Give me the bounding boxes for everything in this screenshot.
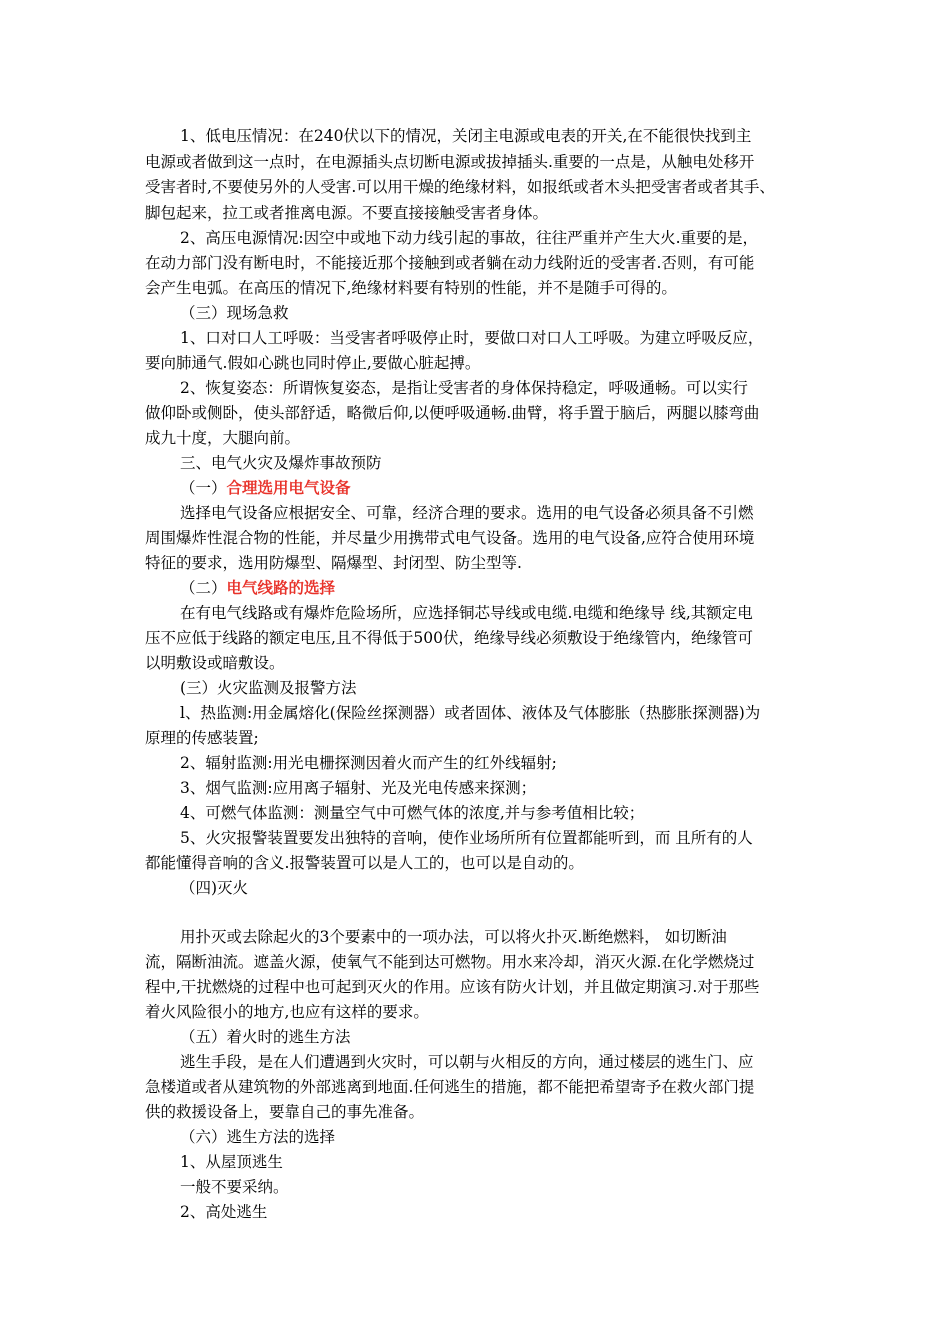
- section-heading: （四)灭火: [180, 879, 249, 897]
- para-line: 供的救援设备上，要靠自己的事先准备。: [145, 1103, 425, 1121]
- para-line: 特征的要求，选用防爆型、隔爆型、封闭型、防尘型等.: [145, 554, 522, 572]
- para-line: 都能懂得音响的含义.报警装置可以是人工的，也可以是自动的。: [145, 854, 584, 872]
- para-line: 脚包起来，拉工或者推离电源。不要直接接触受害者身体。: [145, 204, 549, 222]
- para-line: 用扑灭或去除起火的3个要素中的一项办法，可以将火扑灭.断绝燃料， 如切断油: [180, 928, 727, 946]
- para-line: 在动力部门没有断电时，不能接近那个接触到或者躺在动力线附近的受害者.否则，有可能: [145, 254, 755, 272]
- para-line: 1、口对口人工呼吸：当受害者呼吸停止时，要做口对口人工呼吸。为建立呼吸反应，: [180, 329, 764, 347]
- para-line: 在有电气线路或有爆炸危险场所，应选择铜芯导线或电缆.电缆和绝缘导 线,其额定电: [180, 604, 753, 622]
- para-line: 1、低电压情况：在240伏以下的情况，关闭主电源或电表的开关,在不能很快找到主: [180, 127, 752, 145]
- section-heading: （六）逃生方法的选择: [180, 1128, 336, 1146]
- para-line: 电源或者做到这一点时，在电源插头点切断电源或拔掉插头.重要的一点是，从触电处移开: [145, 153, 755, 171]
- section-heading: （五）着火时的逃生方法: [180, 1028, 351, 1046]
- para-line: 3、烟气监测:应用离子辐射、光及光电传感来探测；: [180, 779, 537, 797]
- para-line: 1、从屋顶逃生: [180, 1153, 283, 1171]
- section-heading: (三）火灾监测及报警方法: [180, 679, 357, 697]
- para-line: 流，隔断油流。遮盖火源，使氧气不能到达可燃物。用水来冷却，消灭火源.在化学燃烧过: [145, 953, 755, 971]
- para-line: 2、高压电源情况:因空中或地下动力线引起的事故，往往严重并产生大火.重要的是，: [180, 229, 759, 247]
- para-line: 受害者时,不要使另外的人受害.可以用干燥的绝缘材料，如报纸或者木头把受害者或者其手、: [145, 178, 775, 196]
- para-line: 急楼道或者从建筑物的外部逃离到地面.任何逃生的措施，都不能把希望寄予在救火部门提: [145, 1078, 755, 1096]
- para-line: 2、辐射监测:用光电栅探测因着火而产生的红外线辐射;: [180, 754, 557, 772]
- para-line: 着火风险很小的地方,也应有这样的要求。: [145, 1003, 429, 1021]
- para-line: 2、高处逃生: [180, 1203, 268, 1221]
- para-line: 成九十度，大腿向前。: [145, 429, 301, 447]
- para-line: 要向肺通气.假如心跳也同时停止,要做心脏起搏。: [145, 354, 481, 372]
- subsection-number: （二）: [180, 579, 227, 597]
- para-line: 5、火灾报警装置要发出独特的音响，使作业场所所有位置都能听到，而 且所有的人: [180, 829, 753, 847]
- subsection-title: 电气线路的选择: [226, 579, 336, 597]
- para-line: l、热监测:用金属熔化(保险丝探测器）或者固体、液体及气体膨胀（热膨胀探测器)为: [180, 704, 761, 722]
- para-line: 一般不要采纳。: [180, 1178, 289, 1196]
- para-line: 压不应低于线路的额定电压,且不得低于500伏，绝缘导线必须敷设于绝缘管内，绝缘管可: [145, 629, 754, 647]
- para-line: 逃生手段，是在人们遭遇到火灾时，可以朝与火相反的方向，通过楼层的逃生门、应: [180, 1053, 754, 1071]
- para-line: 选择电气设备应根据安全、可靠，经济合理的要求。选用的电气设备必须具备不引燃: [180, 504, 754, 522]
- para-line: 以明敷设或暗敷设。: [145, 654, 285, 672]
- subsection-heading: [180, 578, 810, 598]
- para-line: 4、可燃气体监测：测量空气中可燃气体的浓度,并与参考值相比较；: [180, 804, 645, 822]
- subsection-title: 合理选用电气设备: [226, 479, 351, 497]
- para-line: 会产生电弧。在高压的情况下,绝缘材料要有特别的性能，并不是随手可得的。: [145, 279, 677, 297]
- section-heading: 三、电气火灾及爆炸事故预防: [180, 454, 382, 472]
- subsection-heading: [180, 478, 810, 498]
- para-line: 原理的传感装置;: [145, 729, 259, 747]
- para-line: 周围爆炸性混合物的性能，并尽量少用携带式电气设备。选用的电气设备,应符合使用环境: [145, 529, 755, 547]
- para-line: 做仰卧或侧卧，使头部舒适，略微后仰,以便呼吸通畅.曲臂，将手置于脑后，两腿以膝弯曲: [145, 404, 760, 422]
- para-line: 程中,干扰燃烧的过程中也可起到灭火的作用。应该有防火计划，并且做定期演习.对于那些: [145, 978, 760, 996]
- subsection-number: （一）: [180, 479, 227, 497]
- para-line: 2、恢复姿态：所谓恢复姿态，是指让受害者的身体保持稳定，呼吸通畅。可以实行: [180, 379, 748, 397]
- section-heading: （三）现场急救: [180, 304, 289, 322]
